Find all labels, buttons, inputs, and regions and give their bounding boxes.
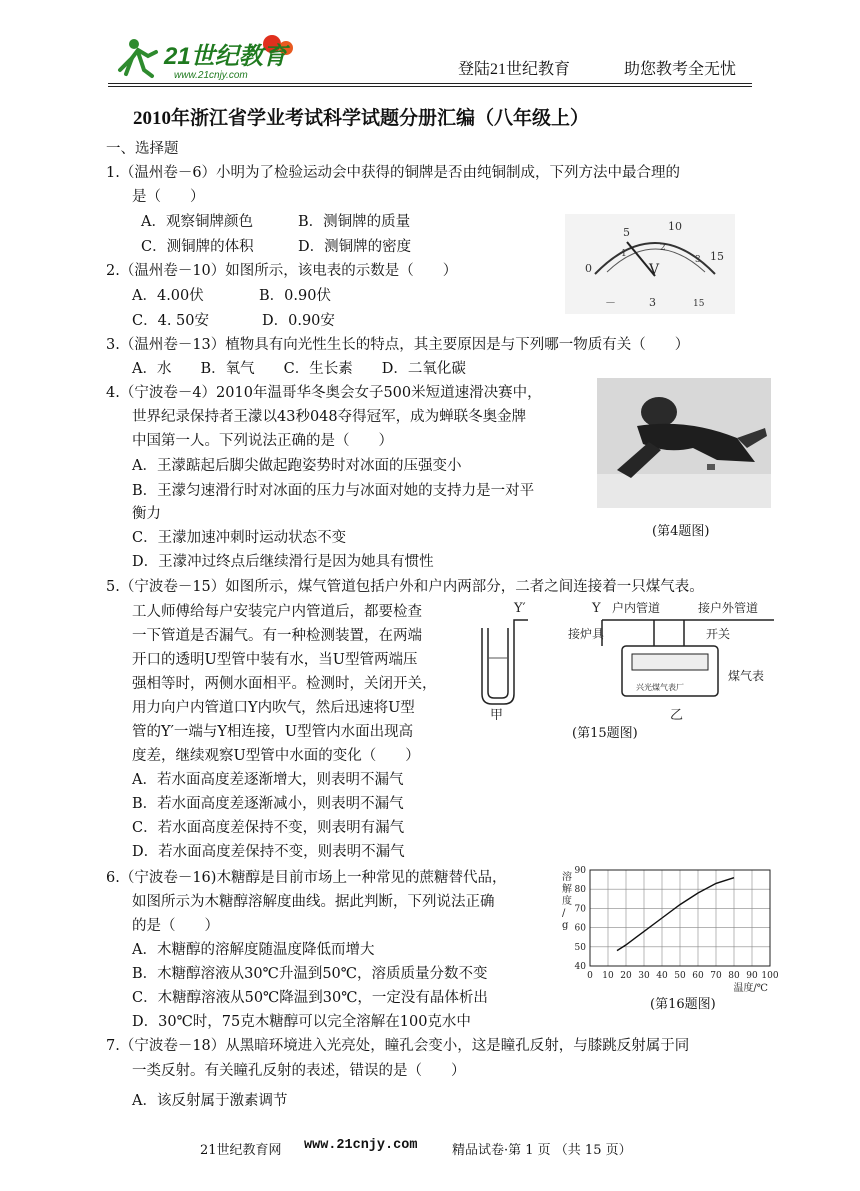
q3-stem: 3.（温州卷－13）植物具有向光性生长的特点，其主要原因是与下列哪一物质有关（ ） [106,337,690,353]
q4-option-b-cont: 衡力 [132,506,161,522]
q4-figure-caption: (第4题图) [652,524,710,539]
q5-option-c: C．若水面高度差保持不变，则表明有漏气 [132,820,405,836]
q7-stem-2: 一类反射。有关瞳孔反射的表述，错误的是（ ） [132,1063,466,1079]
logo [112,30,302,82]
header-rule-2 [108,86,752,87]
header-slogan-right: 助您教考全无忧 [624,61,737,78]
q1-option-c: C．测铜牌的体积 [141,239,254,255]
q6-option-a: A．木糖醇的溶解度随温度降低而增大 [132,942,375,958]
q5-option-d: D．若水面高度差保持不变，则表明不漏气 [132,844,405,860]
svg-text:甲: 甲 [490,708,504,720]
skater-photo [597,378,771,508]
y-axis-label: 度 [562,896,572,907]
q4-stem-3: 中国第一人。下列说法正确的是（ ） [132,433,393,449]
y-axis-label: 解 [562,884,572,895]
svg-text:开关: 开关 [706,627,731,641]
q1-option-b: B．测铜牌的质量 [298,214,411,230]
q6-stem: 6.（宁波卷－16)木糖醇是目前市场上一种常见的蔗糖替代品， [106,870,507,886]
x-tick-label: 90 [746,971,758,981]
solubility-chart [556,862,788,992]
x-tick-label: 80 [728,971,740,981]
x-axis-label: 温度/℃ [733,983,768,992]
svg-text:V: V [649,262,660,278]
q6-stem-2: 如图所示为木糖醇溶解度曲线。据此判断，下列说法正确 [132,894,495,910]
y-tick-label: 90 [574,866,586,876]
svg-text:煤气表: 煤气表 [728,669,765,683]
q4-option-c: C．王濛加速冲刺时运动状态不变 [132,530,347,546]
x-tick-label: 60 [692,971,704,981]
svg-text:户内管道: 户内管道 [612,601,661,615]
voltmeter-figure [565,214,735,314]
q5-stem: 5.（宁波卷－15）如图所示，煤气管道包括户外和户内两部分，二者之间连接着一只煤气表。 [106,579,704,595]
svg-text:Y: Y [592,601,601,616]
gas-pipe-figure [474,598,780,720]
svg-text:0: 0 [585,262,592,275]
y-tick-label: 70 [574,904,586,915]
q5-stem-2: 工人师傅给每户安装完户内管道后，都要检查 [132,604,422,620]
q5-stem-6: 用力向户内管道口Y内吹气，然后迅速将U型 [132,700,415,716]
y-axis-label: / [562,908,566,919]
svg-text:接户外管道: 接户外管道 [698,601,759,615]
q5-figure-caption: (第15题图) [572,726,638,741]
q5-stem-3: 一下管道是否漏气。有一种检测装置，在两端 [132,628,422,644]
q7-option-a: A．该反射属于激素调节 [132,1093,288,1109]
x-tick-label: 0 [587,971,593,981]
svg-text:兴光煤气表厂: 兴光煤气表厂 [636,683,684,692]
q6-stem-3: 的是（ ） [132,918,219,934]
q6-option-b: B．木糖醇溶液从30℃升温到50℃，溶质质量分数不变 [132,966,488,982]
svg-text:1: 1 [621,249,627,259]
q5-stem-8: 度差，继续观察U型管中水面的变化（ ） [132,748,420,764]
footer-site: 21世纪教育网 [200,1143,282,1158]
section-heading: 一、选择题 [106,141,179,157]
q7-stem: 7.（宁波卷－18）从黑暗环境进入光亮处，瞳孔会变小，这是瞳孔反射，与膝跳反射属于同 [106,1038,690,1054]
svg-text:www.21cnjy.com: www.21cnjy.com [174,70,248,81]
y-axis-label: g [562,920,569,931]
q4-option-a: A．王濛踮起后脚尖做起跑姿势时对冰面的压强变小 [132,458,462,474]
x-tick-label: 20 [620,971,632,981]
q2-option-c: C．4. 50安 [132,313,209,329]
q6-figure-caption: (第16题图) [650,997,716,1012]
q5-option-a: A．若水面高度差逐渐增大，则表明不漏气 [132,772,404,788]
svg-text:21世纪教育: 21世纪教育 [164,43,287,70]
q5-stem-4: 开口的透明U型管中装有水，当U型管两端压 [132,652,418,668]
q1-stem-cont: 是（ ） [132,189,205,205]
header-slogan-left: 登陆21世纪教育 [458,61,571,78]
x-tick-label: 10 [602,971,614,981]
y-tick-label: 80 [574,885,586,896]
svg-text:15: 15 [693,299,705,309]
q5-stem-7: 管的Y′一端与Y相连接，U型管内水面出现高 [132,724,414,740]
page-title: 2010年浙江省学业考试科学试题分册汇编（八年级上） [133,108,590,129]
y-axis-label: 溶 [562,872,572,883]
header-rule [108,83,752,84]
x-tick-label: 70 [710,971,722,981]
q1-option-d: D．测铜牌的密度 [298,239,412,255]
q5-stem-5: 强相等时，两侧水面相平。检测时，关闭开关， [132,676,437,692]
svg-text:乙: 乙 [670,708,684,720]
q2-stem: 2.（温州卷－10）如图所示，该电表的示数是（ ） [106,263,458,279]
svg-text:3: 3 [649,296,656,309]
logo-icon [112,30,302,82]
svg-text:－: － [605,296,616,309]
q1-stem: 1.（温州卷－6）小明为了检验运动会中获得的铜牌是否由纯铜制成，下列方法中最合理的 [106,165,681,181]
q4-option-b: B．王濛匀速滑行时对冰面的压力与冰面对她的支持力是一对平 [132,483,535,499]
svg-text:接炉具: 接炉具 [568,627,605,641]
q4-stem: 4.（宁波卷－4）2010年温哥华冬奥会女子500米短道速滑决赛中， [106,385,542,401]
q4-option-d: D．王濛冲过终点后继续滑行是因为她具有惯性 [132,554,434,570]
svg-text:3: 3 [695,255,701,265]
footer-page-info: 精品试卷·第 1 页 （共 15 页） [452,1143,632,1158]
q6-option-d: D．30℃时，75克木糖醇可以完全溶解在100克水中 [132,1014,471,1030]
y-tick-label: 50 [574,942,586,953]
q2-option-d: D．0.90安 [262,313,335,329]
x-tick-label: 100 [761,971,779,981]
q4-stem-2: 世界纪录保持者王濛以43秒048夺得冠军，成为蝉联冬奥金牌 [132,409,527,425]
svg-text:2: 2 [660,243,666,253]
q2-option-a: A．4.00伏 [132,288,204,304]
y-tick-label: 40 [574,962,586,972]
svg-text:5: 5 [623,226,630,239]
y-tick-label: 60 [574,923,586,934]
svg-text:Y′: Y′ [514,601,526,616]
q3-options: A．水 B．氧气 C．生长素 D．二氧化碳 [132,361,466,377]
q1-option-a: A．观察铜牌颜色 [141,214,253,230]
q6-option-c: C．木糖醇溶液从50℃降温到30℃，一定没有晶体析出 [132,990,488,1006]
q5-option-b: B．若水面高度差逐渐减小，则表明不漏气 [132,796,404,812]
x-tick-label: 50 [674,971,686,981]
svg-text:15: 15 [710,250,724,263]
svg-text:10: 10 [668,220,682,233]
solubility-curve [617,878,734,951]
footer-url: www.21cnjy.com [304,1138,418,1153]
x-tick-label: 30 [638,971,650,981]
x-tick-label: 40 [656,971,668,981]
q2-option-b: B．0.90伏 [259,288,331,304]
